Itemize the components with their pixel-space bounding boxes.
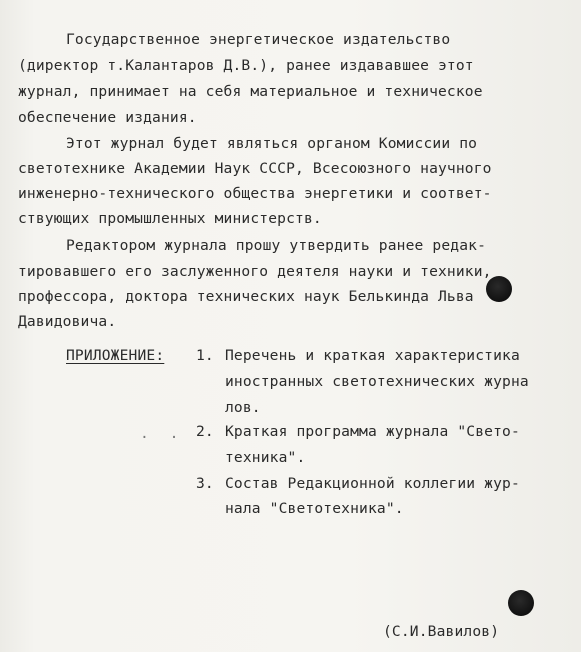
- punch-hole-lower: [508, 590, 534, 616]
- appendix-heading: ПРИЛОЖЕНИЕ:: [66, 347, 165, 364]
- paragraph-1-line-4: обеспечение издания.: [18, 109, 197, 126]
- appendix-item-1-line-3: лов.: [225, 399, 261, 416]
- paragraph-3-line-3: профессора, доктора технических наук Белькинда Льва: [18, 288, 474, 305]
- paragraph-1-line-2: (директор т.Калантаров Д.В.), ранее издававшее этот: [18, 57, 474, 74]
- paragraph-1-line-3: журнал, принимает на себя материальное и техническое: [18, 83, 483, 100]
- appendix-item-3-number: 3.: [196, 475, 214, 492]
- appendix-item-1-number: 1.: [196, 347, 214, 364]
- paragraph-3-line-1: Редактором журнала прошу утвердить ранее редак-: [66, 237, 487, 254]
- appendix-item-1-line-2: иностранных светотехнических журна: [225, 373, 529, 390]
- appendix-item-3-line-1: Состав Редакционной коллегии жур-: [225, 475, 520, 492]
- paragraph-1-line-1: Государственное энергетическое издательство: [66, 31, 451, 48]
- paragraph-3-line-4: Давидовича.: [18, 313, 117, 330]
- appendix-item-1-line-1: Перечень и краткая характеристика: [225, 347, 520, 364]
- signature: (С.И.Вавилов): [383, 623, 500, 640]
- paragraph-2-line-4: ствующих промышленных министерств.: [18, 210, 322, 227]
- paragraph-2-line-1: Этот журнал будет являться органом Комиссии по: [66, 135, 478, 152]
- stray-dots: . .: [140, 425, 185, 442]
- paragraph-2-line-3: инженерно-технического общества энергетики и соответ-: [18, 185, 492, 202]
- paragraph-2-line-2: светотехнике Академии Наук СССР, Всесоюзного научного: [18, 160, 492, 177]
- punch-hole-upper: [486, 276, 512, 302]
- paragraph-3-line-2: тировавшего его заслуженного деятеля науки и техники,: [18, 263, 492, 280]
- appendix-item-2-number: 2.: [196, 423, 214, 440]
- appendix-item-2-line-2: техника".: [225, 449, 306, 466]
- appendix-item-3-line-2: нала "Светотехника".: [225, 500, 404, 517]
- appendix-item-2-line-1: Краткая программа журнала "Свето-: [225, 423, 520, 440]
